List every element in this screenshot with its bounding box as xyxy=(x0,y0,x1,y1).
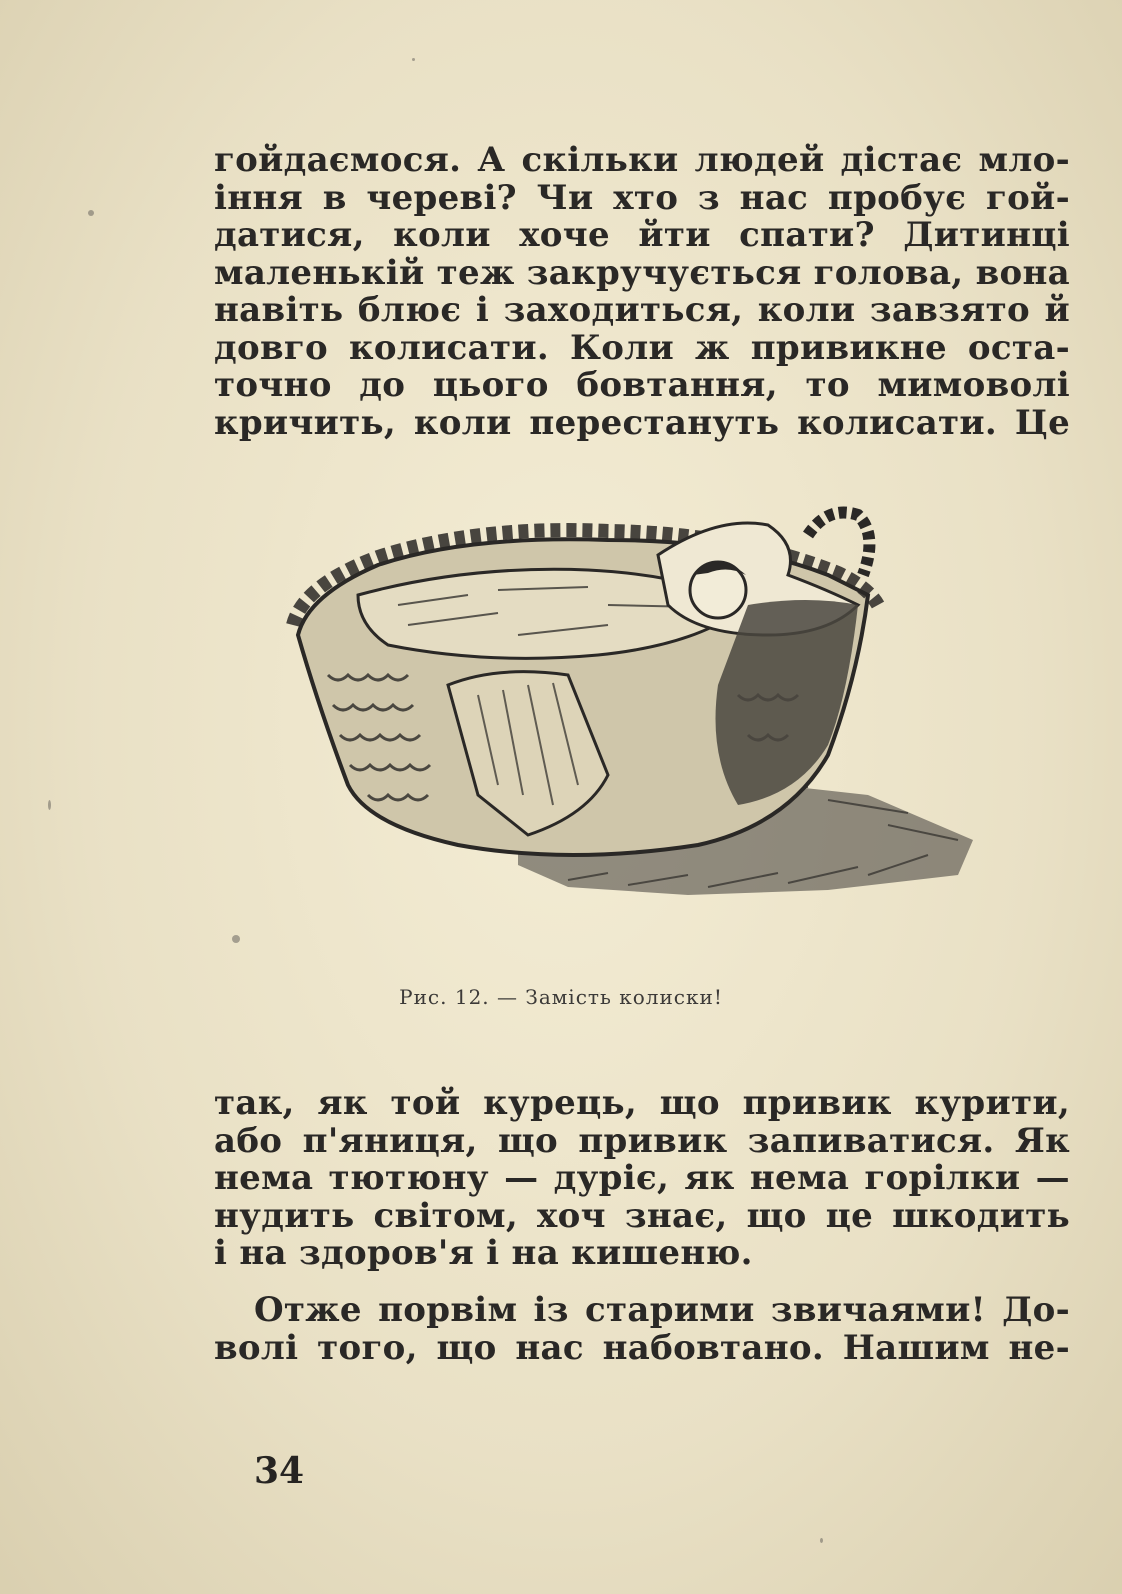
body-text-top xyxy=(214,142,1070,442)
text-line: Отже порвім із старими звичаями! До- xyxy=(254,1290,1070,1330)
text-line: або п'яниця, що привик запиватися. Як xyxy=(214,1120,1070,1161)
text-line: датися, коли хоче йти спати? Дитинці xyxy=(214,215,1070,255)
basket-handle xyxy=(808,513,869,576)
text-line: точно до цього бовтання, то мимоволі xyxy=(214,365,1070,405)
page-number: 34 xyxy=(254,1450,305,1492)
figure-caption: Рис. 12. — Замість колиски! xyxy=(399,985,723,1009)
text-line: довго колисати. Коли ж привикне оста- xyxy=(214,327,1070,368)
text-line: нудить світом, хоч знає, що це шкодить xyxy=(214,1195,1070,1236)
text-line: маленькій теж закручується голова, вона xyxy=(214,252,1070,293)
body-text-bottom xyxy=(214,1085,1070,1273)
text-line: іння в череві? Чи хто з нас пробує гой- xyxy=(214,177,1070,218)
text-line: кричить, коли перестануть колисати. Це xyxy=(214,402,1070,443)
body-text-paragraph-2 xyxy=(214,1292,1070,1367)
paper-speck xyxy=(88,210,94,216)
text-line: і на здоров'я і на кишеню. xyxy=(214,1233,753,1273)
paper-speck xyxy=(232,935,240,943)
paper-speck xyxy=(412,58,415,61)
text-line: нема тютюну — дуріє, як нема горілки — xyxy=(214,1158,1070,1198)
text-line: навіть блює і заходиться, коли завзято й xyxy=(214,290,1070,330)
text-line: так, як той курець, що привик курити, xyxy=(214,1083,1070,1123)
text-line: гойдаємося. А скільки людей дістає мло- xyxy=(214,140,1070,180)
paper-speck xyxy=(820,1538,823,1543)
text-line: волі того, що нас набовтано. Нашим не- xyxy=(214,1327,1070,1368)
basket-illustration xyxy=(268,495,1008,925)
paper-speck xyxy=(48,800,51,810)
